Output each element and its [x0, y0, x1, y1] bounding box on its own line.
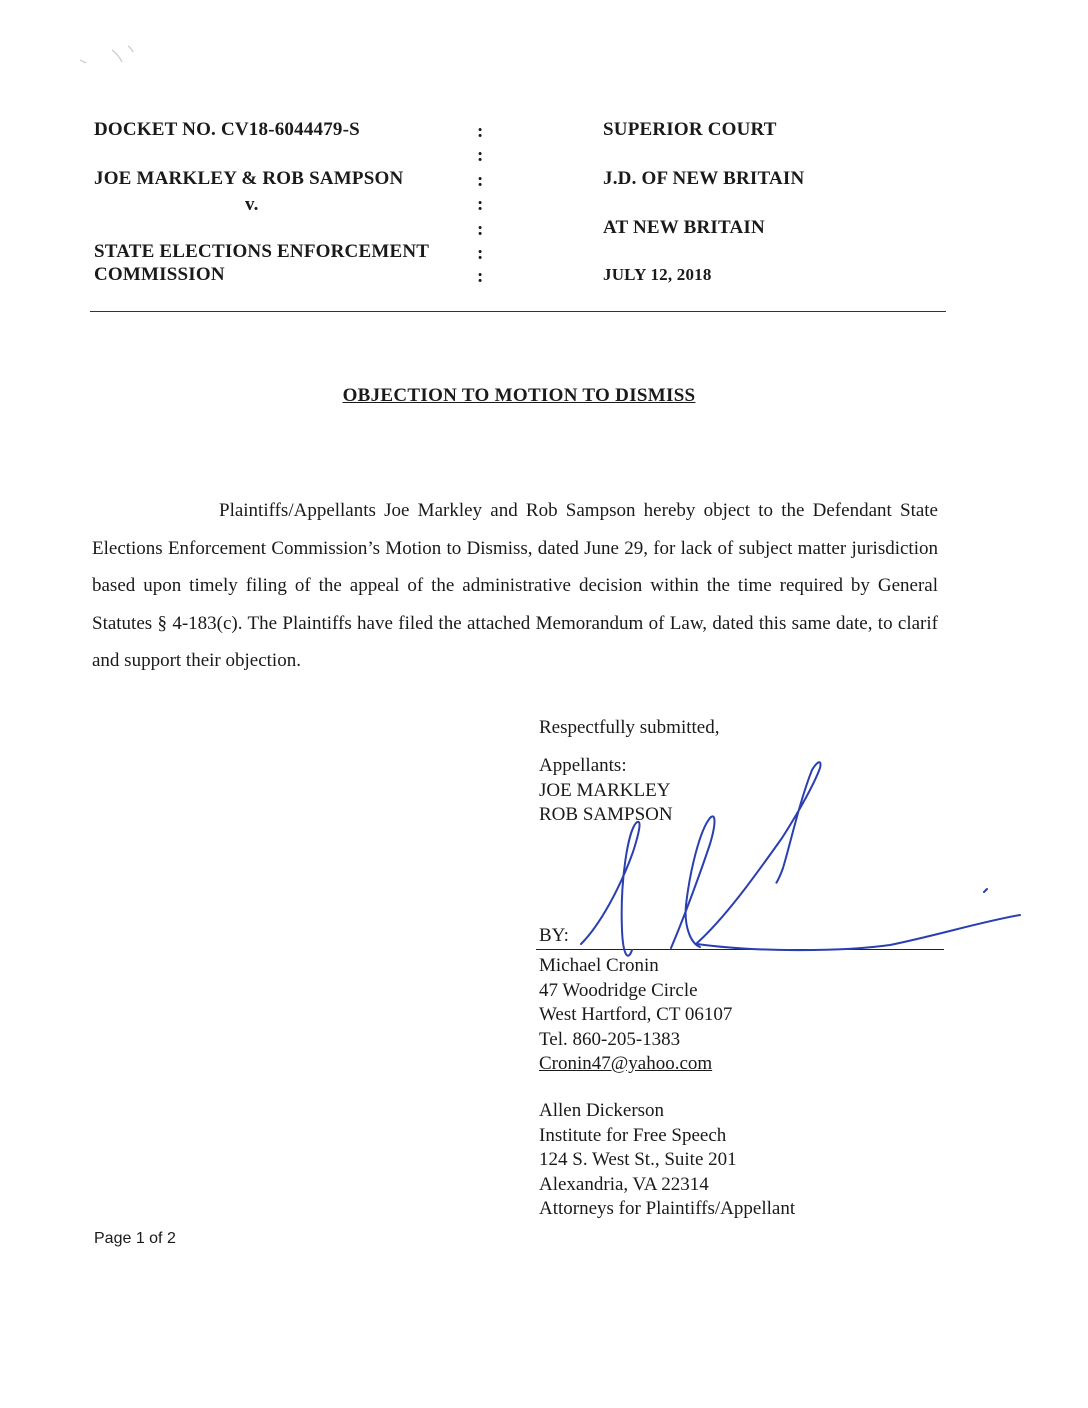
body-paragraph: Plaintiffs/Appellants Joe Markley and Rob Sampson hereby object to the Defendant State Elections Enforcement Commission’s Motion to Dismiss, dated June 29, for lack of subject matter jurisdiction based upon timely filing of the appeal of the administrative decision within the time required by General Statutes § 4-183(c). The Plaintiffs have filed the attached Memorandum of Law, dated this same date, to clarif and support their objection.	[92, 500, 938, 671]
caption-divider	[90, 311, 946, 312]
versus-label: v.	[245, 194, 259, 215]
caption-colon: :	[477, 266, 484, 287]
attorney-name: Michael Cronin	[539, 955, 659, 976]
closing-line: Respectfully submitted,	[539, 717, 720, 738]
attorney-address-line1: 124 S. West St., Suite 201	[539, 1149, 737, 1170]
caption-colon: :	[477, 121, 484, 142]
attorney-role: Attorneys for Plaintiffs/Appellant	[539, 1198, 796, 1219]
court-location: AT NEW BRITAIN	[603, 217, 765, 238]
document-title: OBJECTION TO MOTION TO DISMISS	[342, 385, 696, 406]
signature-line	[536, 949, 944, 950]
court-name: SUPERIOR COURT	[603, 119, 777, 140]
defendant-name-line1: STATE ELECTIONS ENFORCEMENT	[94, 241, 430, 262]
attorney-address-line2: Alexandria, VA 22314	[539, 1173, 709, 1195]
docket-number: DOCKET NO. CV18-6044479-S	[94, 119, 360, 140]
defendant-name-line2: COMMISSION	[94, 264, 225, 285]
attorney-address-line2: West Hartford, CT 06107	[539, 1004, 733, 1025]
appellant-name: ROB SAMPSON	[539, 804, 673, 825]
attorney-organization: Institute for Free Speech	[539, 1124, 727, 1146]
caption-colon: :	[477, 194, 484, 215]
attorney-dickerson-block	[539, 1099, 795, 1222]
attorney-phone: Tel. 860-205-1383	[539, 1028, 681, 1050]
attorney-email-link[interactable]: Cronin47@yahoo.com	[539, 1053, 713, 1074]
judicial-district: J.D. OF NEW BRITAIN	[603, 168, 805, 189]
filing-date: JULY 12, 2018	[603, 265, 712, 284]
attorney-name: Allen Dickerson	[539, 1100, 665, 1121]
signature-label: BY:	[539, 925, 569, 946]
plaintiffs-names: JOE MARKLEY & ROB SAMPSON	[94, 168, 404, 189]
attorney-address-line1: 47 Woodridge Circle	[539, 979, 698, 1001]
caption-colon: :	[477, 170, 484, 191]
appellants-block	[539, 754, 673, 828]
attorney-cronin-block	[539, 954, 732, 1077]
caption-colon: :	[477, 219, 484, 240]
page-number: Page 1 of 2	[94, 1230, 176, 1247]
appellants-label: Appellants:	[539, 755, 627, 776]
caption-colon: :	[477, 243, 484, 264]
appellant-name: JOE MARKLEY	[539, 779, 671, 801]
caption-colon: :	[477, 145, 484, 166]
